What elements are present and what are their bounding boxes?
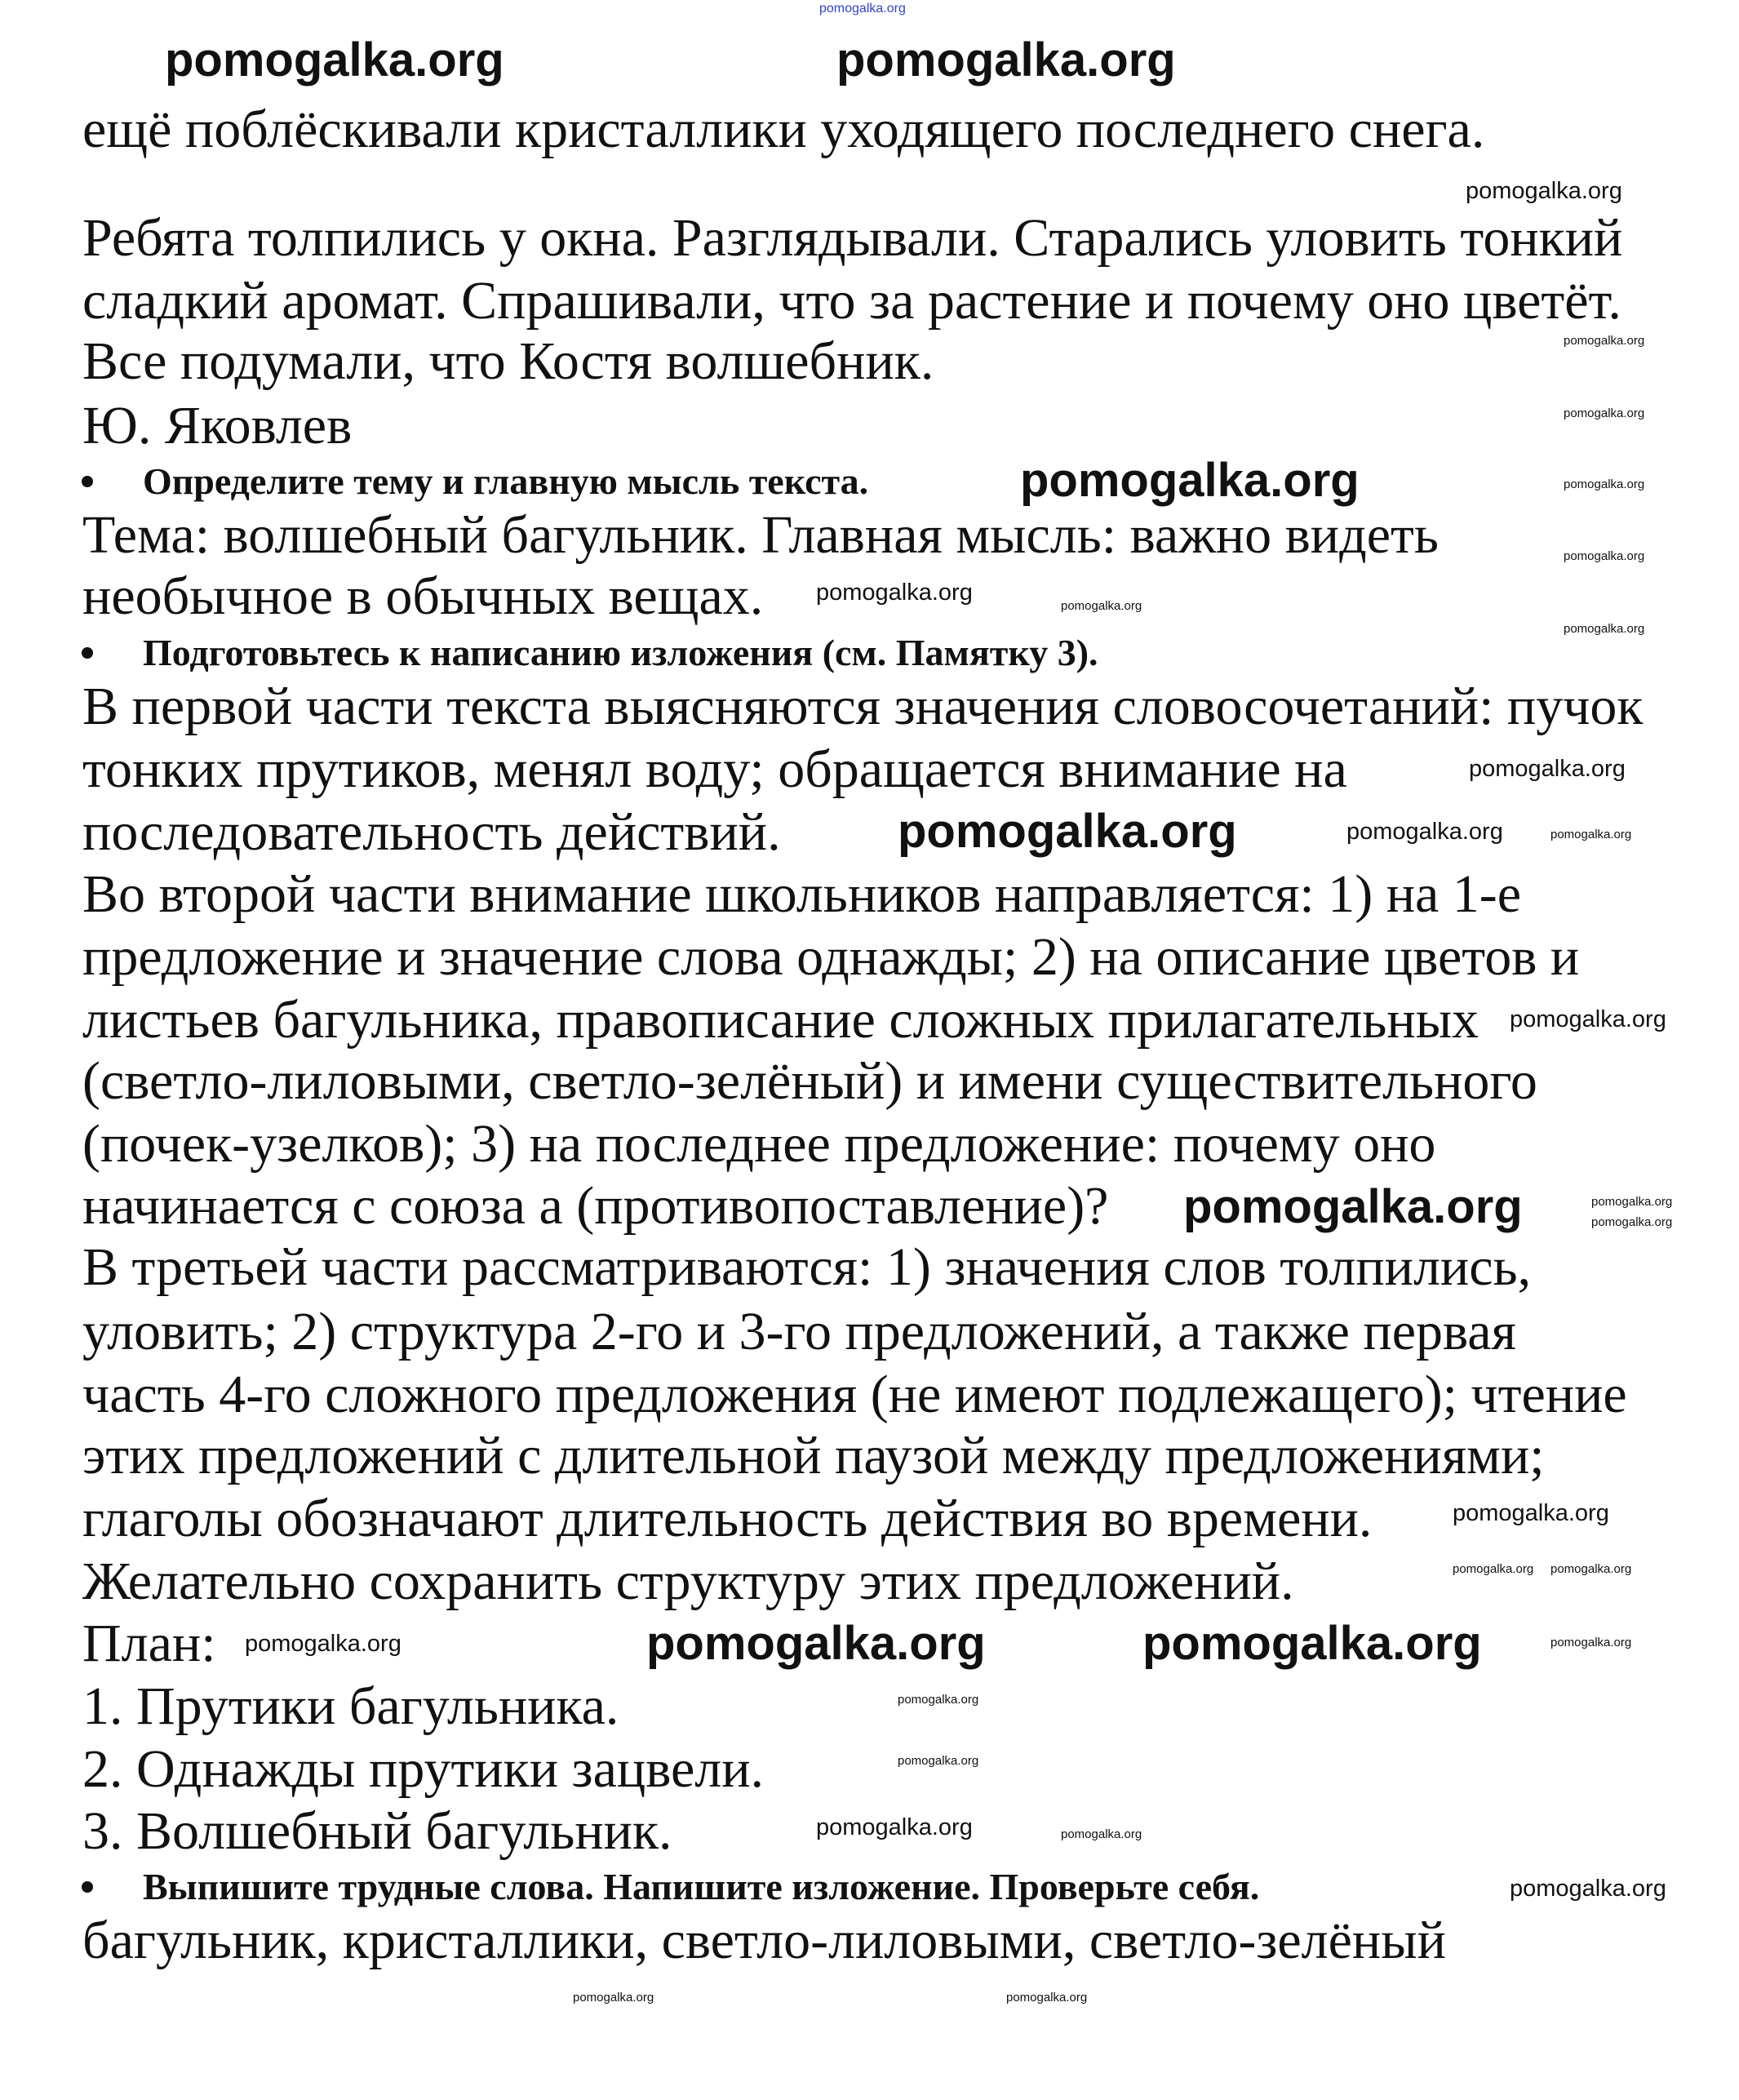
watermark-top: pomogalka.org xyxy=(819,2,906,16)
text-line: глаголы обозначают длительность действия во времени. xyxy=(82,1489,1373,1548)
text-line: начинается с союза а (противопоставление)? xyxy=(82,1176,1109,1236)
watermark: pomogalka.org xyxy=(898,1693,979,1707)
text-line: Желательно сохранить структуру этих предложений. xyxy=(82,1552,1294,1611)
text-line: предложение и значение слова однажды; 2) на описание цветов и xyxy=(82,927,1580,987)
watermark: pomogalka.org xyxy=(646,1617,986,1670)
watermark: pomogalka.org xyxy=(1550,1562,1632,1576)
text-line: Тема: волшебный багульник. Главная мысль: важно видеть xyxy=(82,505,1439,565)
plan-item: 3. Волшебный багульник. xyxy=(82,1801,672,1861)
bullet-icon xyxy=(82,647,93,659)
watermark: pomogalka.org xyxy=(1061,1827,1142,1841)
text-line: сладкий аромат. Спрашивали, что за растение и почему оно цветёт. xyxy=(82,271,1621,331)
watermark: pomogalka.org xyxy=(1142,1617,1482,1670)
task-heading: Выпишите трудные слова. Напишите изложение. Проверьте себя. xyxy=(143,1866,1260,1907)
watermark: pomogalka.org xyxy=(1591,1195,1673,1209)
plan-item: 2. Однажды прутики зацвели. xyxy=(82,1739,765,1799)
watermark: pomogalka.org xyxy=(1564,334,1645,348)
text-line: Ребята толпились у окна. Разглядывали. Старались уловить тонкий xyxy=(82,208,1623,268)
bullet-icon xyxy=(82,476,93,487)
text-line: Во второй части внимание школьников направляется: 1) на 1-е xyxy=(82,864,1522,924)
watermark: pomogalka.org xyxy=(816,1814,973,1840)
task-heading: Определите тему и главную мысль текста. xyxy=(143,460,869,502)
watermark: pomogalka.org xyxy=(1453,1562,1534,1576)
watermark: pomogalka.org xyxy=(1510,1006,1666,1032)
text-line: уловить; 2) структура 2-го и 3-го предложений, а также первая xyxy=(82,1302,1516,1361)
author-line: Ю. Яковлев xyxy=(82,396,353,455)
bullet-icon xyxy=(82,1881,93,1893)
task-heading: Подготовьтесь к написанию изложения (см. Памятку 3). xyxy=(143,632,1098,673)
watermark: pomogalka.org xyxy=(1564,406,1645,420)
watermark: pomogalka.org xyxy=(1020,454,1360,507)
text-line: часть 4-го сложного предложения (не имеют подлежащего); чтение xyxy=(82,1365,1627,1424)
text-line: ещё поблёскивали кристаллики уходящего последнего снега. xyxy=(82,100,1485,159)
watermark: pomogalka.org xyxy=(1061,599,1142,613)
watermark: pomogalka.org xyxy=(1183,1180,1523,1233)
watermark: pomogalka.org xyxy=(898,1754,979,1768)
text-line: этих предложений с длительной паузой между предложениями; xyxy=(82,1426,1545,1485)
text-line: необычное в обычных вещах. xyxy=(82,566,764,626)
text-line: тонких прутиков, менял воду; обращается внимание на xyxy=(82,739,1347,799)
watermark: pomogalka.org xyxy=(1564,549,1645,563)
watermark: pomogalka.org xyxy=(1550,1636,1632,1649)
watermark: pomogalka.org xyxy=(1453,1500,1609,1526)
watermark: pomogalka.org xyxy=(1591,1215,1673,1229)
watermark: pomogalka.org xyxy=(898,805,1237,858)
text-line: Все подумали, что Костя волшебник. xyxy=(82,331,934,391)
text-line: последовательность действий. xyxy=(82,802,781,862)
watermark: pomogalka.org xyxy=(573,1991,654,2005)
watermark: pomogalka.org xyxy=(245,1631,401,1657)
plan-heading: План: xyxy=(82,1614,216,1673)
watermark: pomogalka.org xyxy=(816,579,973,606)
watermark: pomogalka.org xyxy=(1564,622,1645,636)
plan-item: 1. Прутики багульника. xyxy=(82,1676,619,1736)
watermark: pomogalka.org xyxy=(165,33,504,87)
text-line: багульник, кристаллики, светло-лиловыми, светло-зелёный xyxy=(82,1911,1446,1970)
text-line: В третьей части рассматриваются: 1) значения слов толпились, xyxy=(82,1237,1532,1297)
watermark: pomogalka.org xyxy=(836,33,1176,87)
watermark: pomogalka.org xyxy=(1510,1876,1666,1902)
text-line: (почек-узелков); 3) на последнее предложение: почему оно xyxy=(82,1114,1436,1174)
watermark: pomogalka.org xyxy=(1466,178,1622,204)
watermark: pomogalka.org xyxy=(1469,756,1626,782)
text-line: листьев багульника, правописание сложных прилагательных xyxy=(82,990,1479,1050)
text-line: В первой части текста выясняются значения словосочетаний: пучок xyxy=(82,677,1644,736)
text-line: (светло-лиловыми, светло-зелёный) и имени существительного xyxy=(82,1051,1537,1111)
watermark: pomogalka.org xyxy=(1006,1991,1088,2005)
watermark: pomogalka.org xyxy=(1564,477,1645,491)
watermark: pomogalka.org xyxy=(1550,828,1632,841)
watermark: pomogalka.org xyxy=(1346,819,1503,845)
